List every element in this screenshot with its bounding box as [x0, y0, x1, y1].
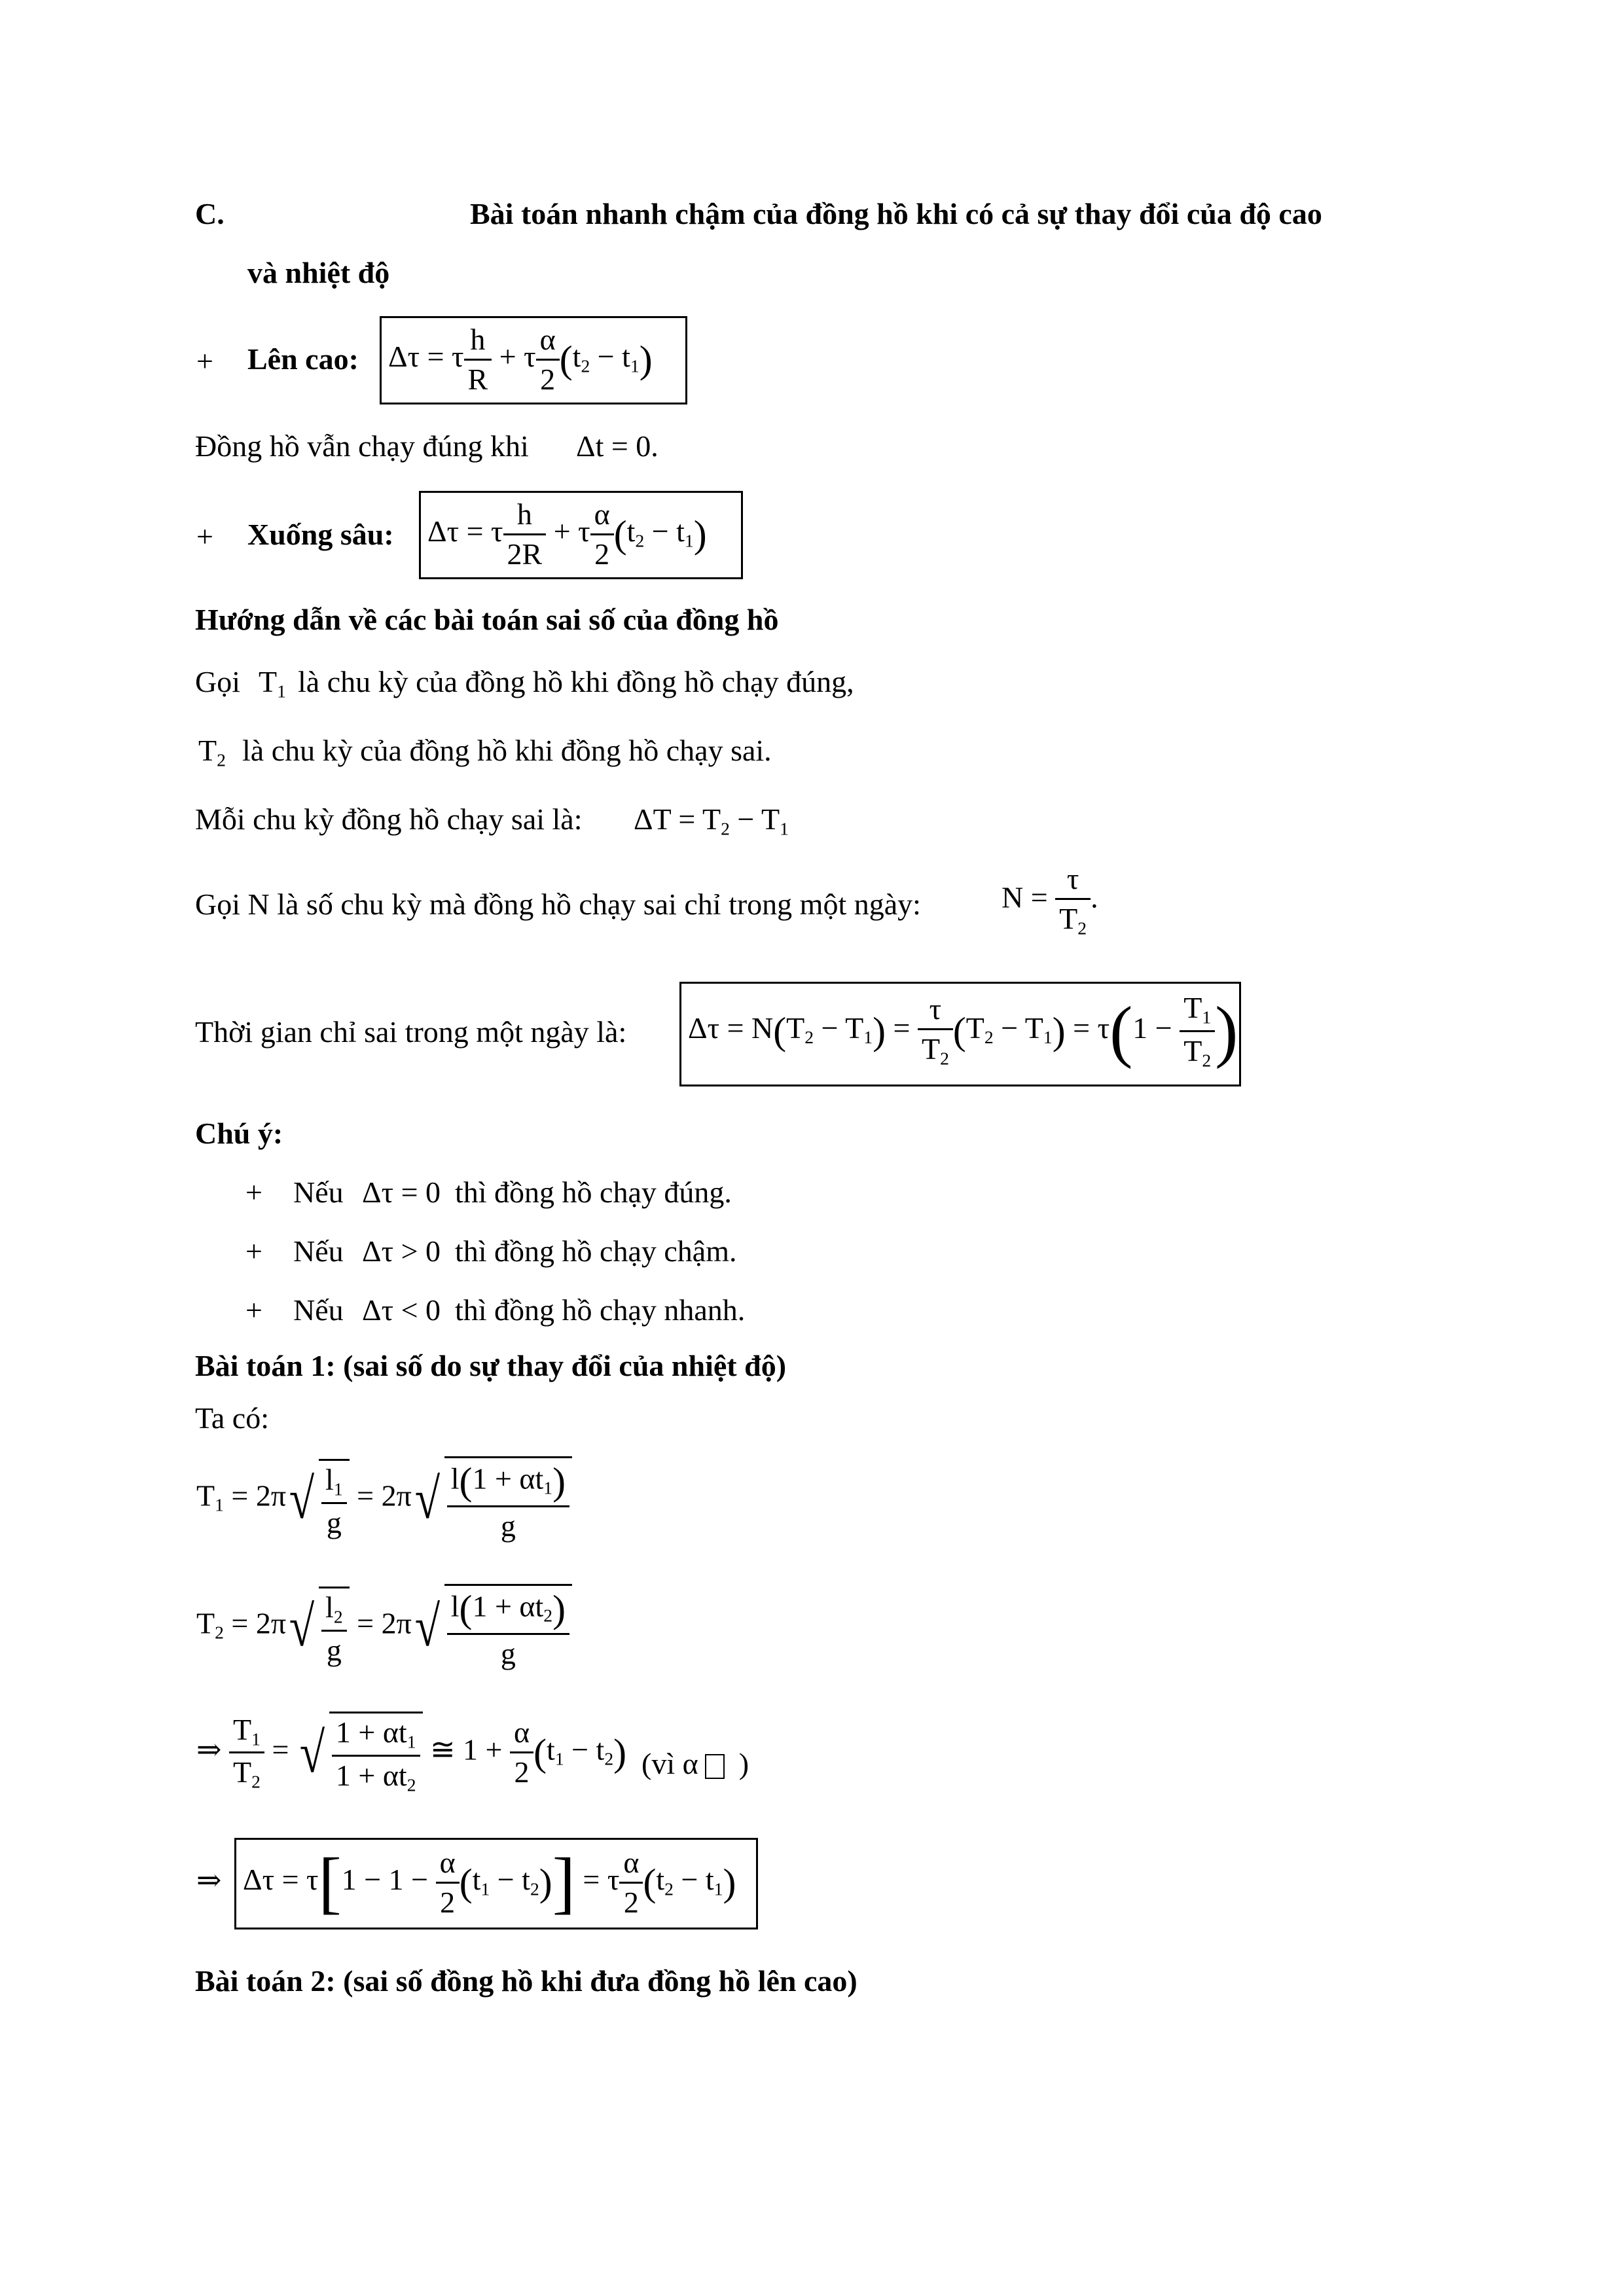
len-cao-label: Lên cao: [247, 342, 359, 376]
note-2-prefix: Nếu [293, 1234, 344, 1268]
bai-toan-2-heading: Bài toán 2: (sai số đồng hồ khi đưa đồng hồ lên cao) [195, 1964, 857, 1998]
section-title: Bài toán nhanh chậm của đồng hồ khi có cả sự thay đổi của độ cao [470, 197, 1322, 230]
bullet-plus: + [245, 1175, 262, 1209]
thoi-gian-text: Thời gian chỉ sai trong một ngày là: [195, 1015, 627, 1049]
moi-chu-ky-text: Mỗi chu kỳ đồng hồ chạy sai là: [195, 802, 583, 836]
section-label: C. [195, 197, 225, 230]
ratio-equation: ⇒ $\frac{T_1}{T_2}$ = √ $\frac{1 + \alpha t_1}{1 + \alpha t_2}$ ≅ 1 + $\frac{\alpha}{2}$ $(t_1 - t_2)$ [196, 1712, 627, 1795]
ta-co-text: Ta có: [195, 1401, 270, 1435]
vi-note [641, 1746, 749, 1781]
huong-dan-heading: Hướng dẫn về các bài toán sai số của đồng hồ [195, 603, 779, 636]
arrow-implies: ⇒ [196, 1863, 222, 1897]
bai-toan-1-heading: Bài toán 1: (sai số do sự thay đổi của nhiệt độ) [195, 1349, 787, 1382]
xuong-sau-formula-box [419, 491, 743, 579]
t1-equation: $T_1 = 2\pi√$ $\frac{l_1}{g}$ = 2π√ $\frac{l(1 + \alpha t_1)}{g}$ [196, 1456, 572, 1541]
len-cao-formula-box [380, 316, 687, 404]
goi-t1-prefix: Gọi [195, 665, 240, 698]
missing-glyph-box [705, 1754, 725, 1779]
bullet-plus: + [245, 1293, 262, 1327]
vi-note-close: ) [738, 1747, 749, 1780]
note-1-prefix: Nếu [293, 1175, 344, 1209]
goi-t1-text: là chu kỳ của đồng hồ khi đồng hồ chạy đúng, [298, 665, 854, 698]
thoi-gian-formula: $\Delta\tau = N(T_2 - T_1)$ = $\frac{\tau}{T_2}$ $(T_2 - T_1) = \tau(1$ − $\frac{T_1}{T_2}$ ) [688, 991, 1238, 1071]
section-title-continued: và nhiệt độ [247, 256, 390, 289]
note-3-text: thì đồng hồ chạy nhanh. [455, 1293, 746, 1327]
xuong-sau-label: Xuống sâu: [247, 518, 394, 551]
note-3-prefix: Nếu [293, 1293, 344, 1327]
len-cao-formula: Δτ = τ $\frac{h}{R}$ + τ $\frac{\alpha}{2}$ $(t_2 - t_1)$ [388, 323, 653, 396]
moi-chu-ky-formula: $\Delta T = T_2 - T_1$ [634, 802, 789, 839]
thoi-gian-formula-box [679, 982, 1241, 1086]
dung-khi-text: Đồng hồ vẫn chạy đúng khi [195, 429, 529, 463]
vi-note-text: (vì α [641, 1747, 698, 1780]
note-3-formula: Δτ < 0 [362, 1293, 441, 1327]
t2-equation: $T_2 = 2\pi√$ $\frac{l_2}{g}$ = 2π√ $\frac{l(1 + \alpha t_2)}{g}$ [196, 1584, 572, 1669]
goi-n-text: Gọi N là số chu kỳ mà đồng hồ chạy sai chỉ trong một ngày: [195, 888, 921, 921]
dung-khi-formula: Δt = 0. [576, 429, 659, 463]
bullet-plus: + [245, 1234, 262, 1268]
note-1-formula: Δτ = 0 [362, 1175, 441, 1209]
xuong-sau-formula: Δτ = τ $\frac{h}{2R}$ + τ $\frac{\alpha}{2}$ $(t_2 - t_1)$ [427, 497, 707, 571]
t2-text: là chu kỳ của đồng hồ khi đồng hồ chạy sai. [242, 734, 772, 767]
note-2-formula: Δτ > 0 [362, 1234, 441, 1268]
t2-symbol: $T_2$ [198, 734, 226, 770]
n-formula: N = $\frac{\tau}{T_2}$ . [1001, 862, 1098, 939]
bai-toan-1-result-box [234, 1838, 758, 1929]
t1-symbol: $T_1$ [259, 665, 286, 702]
bullet-plus: + [196, 520, 213, 553]
bai-toan-1-result-formula: Δτ = τ[1 − 1 − $\frac{\alpha}{2}$ $(t_1 - t_2)] = \tau$ $\frac{\alpha}{2}$ $(t_2 - t_1)$ [243, 1844, 736, 1921]
bullet-plus: + [196, 344, 213, 378]
note-1-text: thì đồng hồ chạy đúng. [455, 1175, 732, 1209]
chu-y-heading: Chú ý: [195, 1117, 283, 1150]
note-2-text: thì đồng hồ chạy chậm. [455, 1234, 737, 1268]
